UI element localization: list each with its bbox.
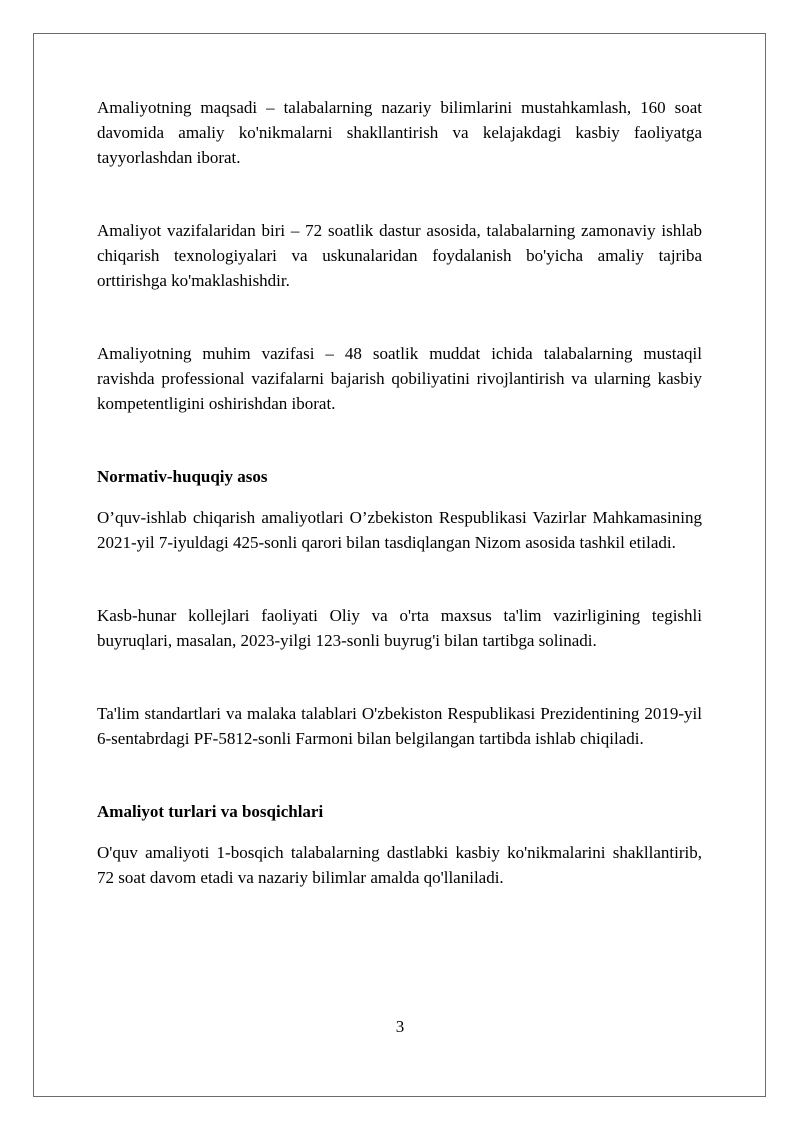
paragraph-task-one: Amaliyot vazifalaridan biri – 72 soatlik dastur asosida, talabalarning zamonaviy ishlab chiqarish texnologiyalari va uskunalaridan foydalanish bo'yicha amaliy tajriba orttirishga ko'maklashishdir.: [97, 221, 702, 290]
paragraph-normativ-decree: O’quv-ishlab chiqarish amaliyotlari O’zbekiston Respublikasi Vazirlar Mahkamasining 2021-yil 7-iyuldagi 425-sonli qarori bilan tasdiqlangan Nizom asosida tashkil etiladi.: [97, 508, 702, 552]
paragraph-normativ-ministry: Kasb-hunar kollejlari faoliyati Oliy va o'rta maxsus ta'lim vazirligining tegishli buyruqlari, masalan, 2023-yilgi 123-sonli buyrug'i bilan tartibga solinadi.: [97, 606, 702, 650]
paragraph-normativ-standards: Ta'lim standartlari va malaka talablari O'zbekiston Respublikasi Prezidentining 2019-yil 6-sentabrdagi PF-5812-sonli Farmoni bilan belgilangan tartibda ishlab chiqiladi.: [97, 704, 702, 748]
section-heading-turlari: Amaliyot turlari va bosqichlari: [97, 802, 324, 821]
paragraph-turlari-study: O'quv amaliyoti 1-bosqich talabalarning dastlabki kasbiy ko'nikmalarini shakllantirib, 72 soat davom etadi va nazariy bilimlar amalda qo'llaniladi.: [97, 843, 702, 887]
document-body: [97, 95, 702, 890]
page-number: 3: [395, 1017, 405, 1036]
paragraph-task-main: Amaliyotning muhim vazifasi – 48 soatlik muddat ichida talabalarning mustaqil ravishda professional vazifalarni bajarish qobiliyatini rivojlantirish va ularning kasbiy kompetentligini oshirishdan iborat.: [97, 344, 702, 413]
section-heading-normativ: Normativ-huquqiy asos: [97, 467, 268, 486]
paragraph-purpose: Amaliyotning maqsadi – talabalarning nazariy bilimlarini mustahkamlash, 160 soat davomida amaliy ko'nikmalarni shakllantirish va kelajakdagi kasbiy faoliyatga tayyorlashdan iborat.: [97, 98, 702, 167]
